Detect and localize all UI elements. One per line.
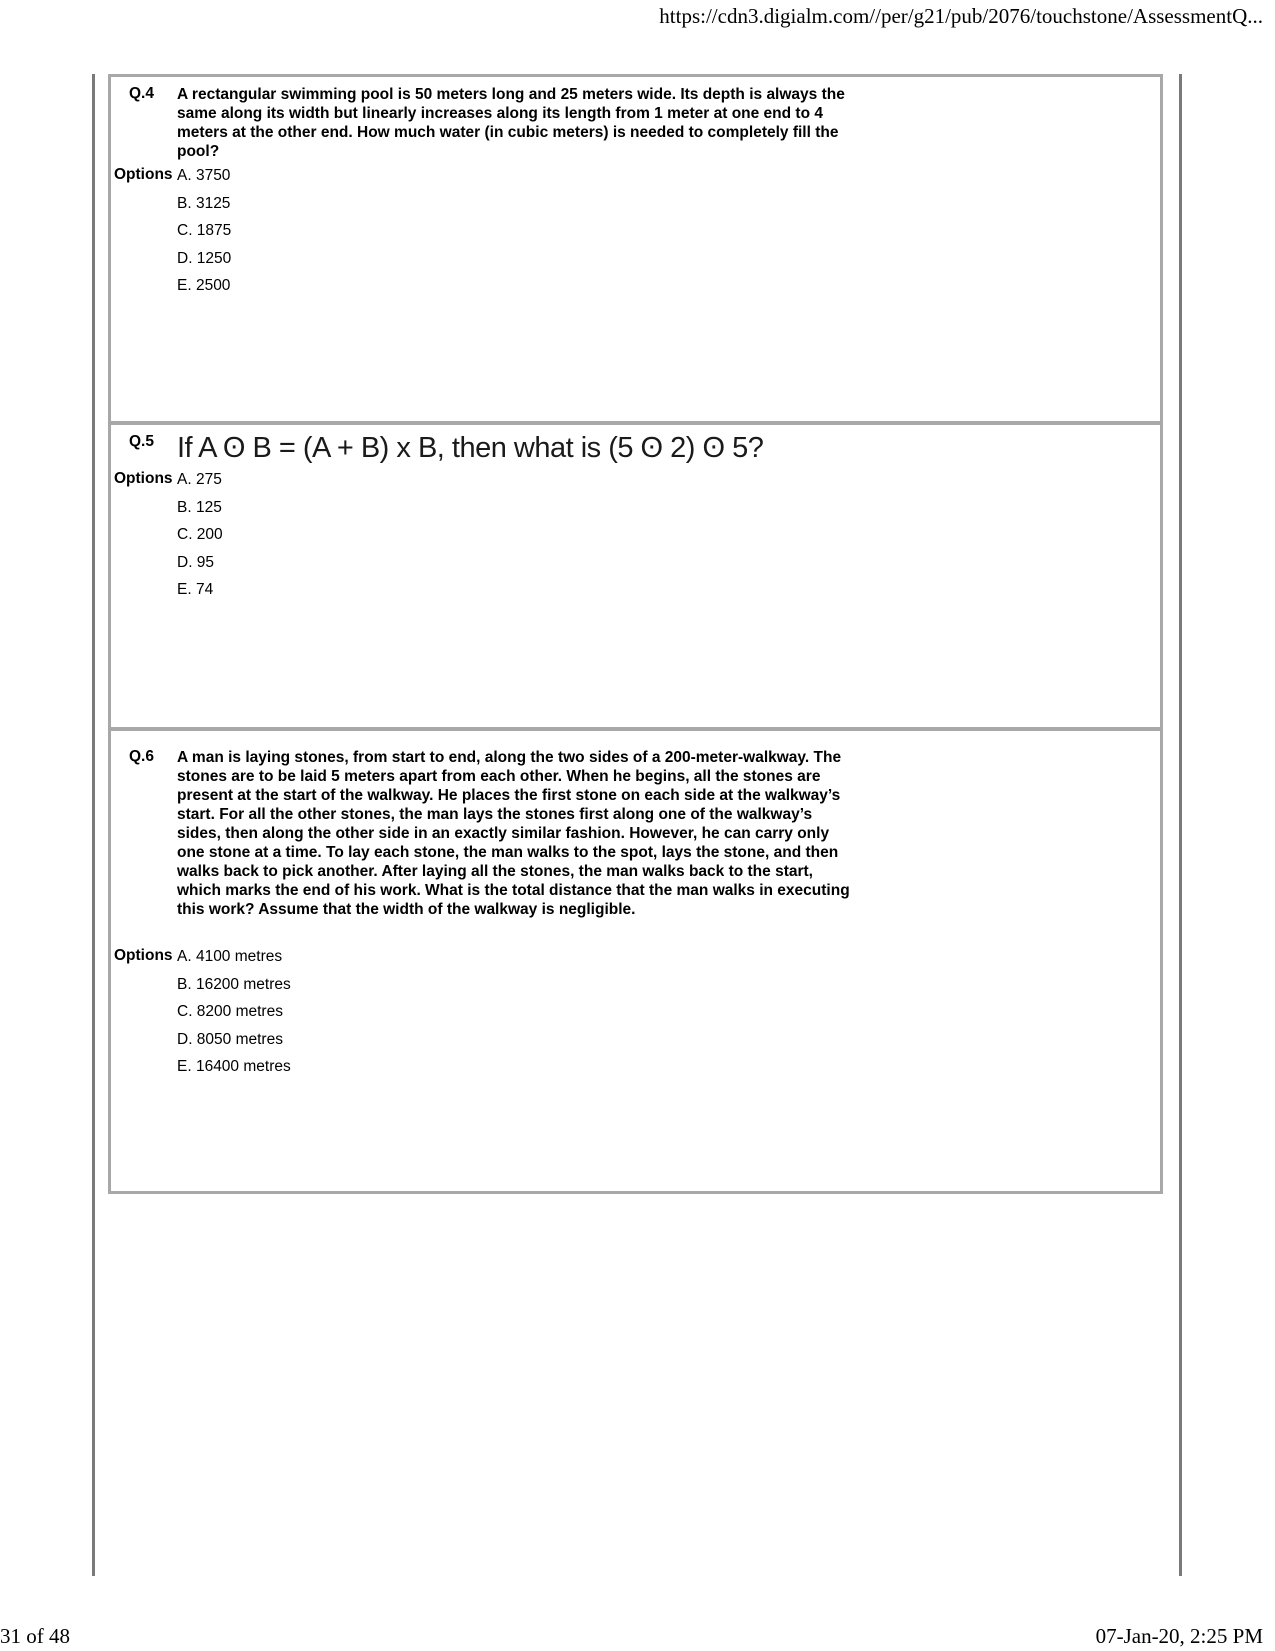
print-header-url: https://cdn3.digialm.com//per/g21/pub/2076/touchstone/AssessmentQ...: [659, 4, 1263, 28]
option-b: B. 16200 metres: [177, 975, 291, 993]
options-list: [177, 470, 223, 608]
option-a: A. 4100 metres: [177, 948, 283, 965]
options-label: Options: [114, 947, 173, 964]
question-panel-q6: [108, 728, 1163, 1194]
question-text: A man is laying stones, from start to end, along the two sides of a 200-meter-walkway. The stones are to be laid 5 meters apart from each other. When he begins, all the stones are present at the start of the walkway. He places the first stone on each side at the walkway’s start. For all the other stones, the man lays the stones first along one of the walkway’s sides, then along the other side in an exactly similar fashion. However, he can carry only one stone at a time. To lay each stone, the man walks to the spot, lays the stone, and then walks back to pick another. After laying all the stones, the man walks back to the start, which marks the end of his work. What is the total distance that the man walks in executing this work? Assume that the width of the walkway is negligible.: [177, 749, 850, 918]
option-c: C. 200: [177, 526, 223, 543]
print-footer-page: 31 of 48: [0, 1624, 70, 1648]
question-number: Q.5: [129, 433, 154, 450]
option-b: B. 125: [177, 498, 222, 516]
question-text-image: If A ʘ B = (A + B) x B, then what is (5 ʘ 2) ʘ 5?: [177, 432, 764, 464]
option-a: A. 275: [177, 471, 222, 488]
option-b: B. 3125: [177, 194, 231, 212]
options-list: [177, 947, 291, 1085]
question-number: Q.4: [129, 85, 154, 102]
option-d: D. 95: [177, 553, 215, 571]
option-e: E. 2500: [177, 277, 231, 294]
options-label: Options: [114, 470, 173, 487]
question-number: Q.6: [129, 748, 154, 765]
option-d: D. 8050 metres: [177, 1030, 283, 1048]
print-footer-datetime: 07-Jan-20, 2:25 PM: [1095, 1624, 1263, 1648]
outer-border-left: [92, 74, 95, 1576]
option-c: C. 8200 metres: [177, 1003, 283, 1020]
question-panel-q5: [108, 422, 1163, 730]
option-a: A. 3750: [177, 167, 231, 184]
options-label: Options: [114, 166, 173, 183]
option-e: E. 74: [177, 581, 214, 598]
question-panel-q4: [108, 74, 1163, 424]
outer-border-right: [1179, 74, 1182, 1576]
option-e: E. 16400 metres: [177, 1058, 291, 1075]
option-c: C. 1875: [177, 222, 232, 239]
question-text: A rectangular swimming pool is 50 meters long and 25 meters wide. Its depth is always the same along its width but linearly increases along its length from 1 meter at one end to 4 meters at the other end. How much water (in cubic meters) is needed to completely fill the pool?: [177, 86, 845, 160]
options-list: [177, 166, 231, 304]
option-d: D. 1250: [177, 249, 232, 267]
